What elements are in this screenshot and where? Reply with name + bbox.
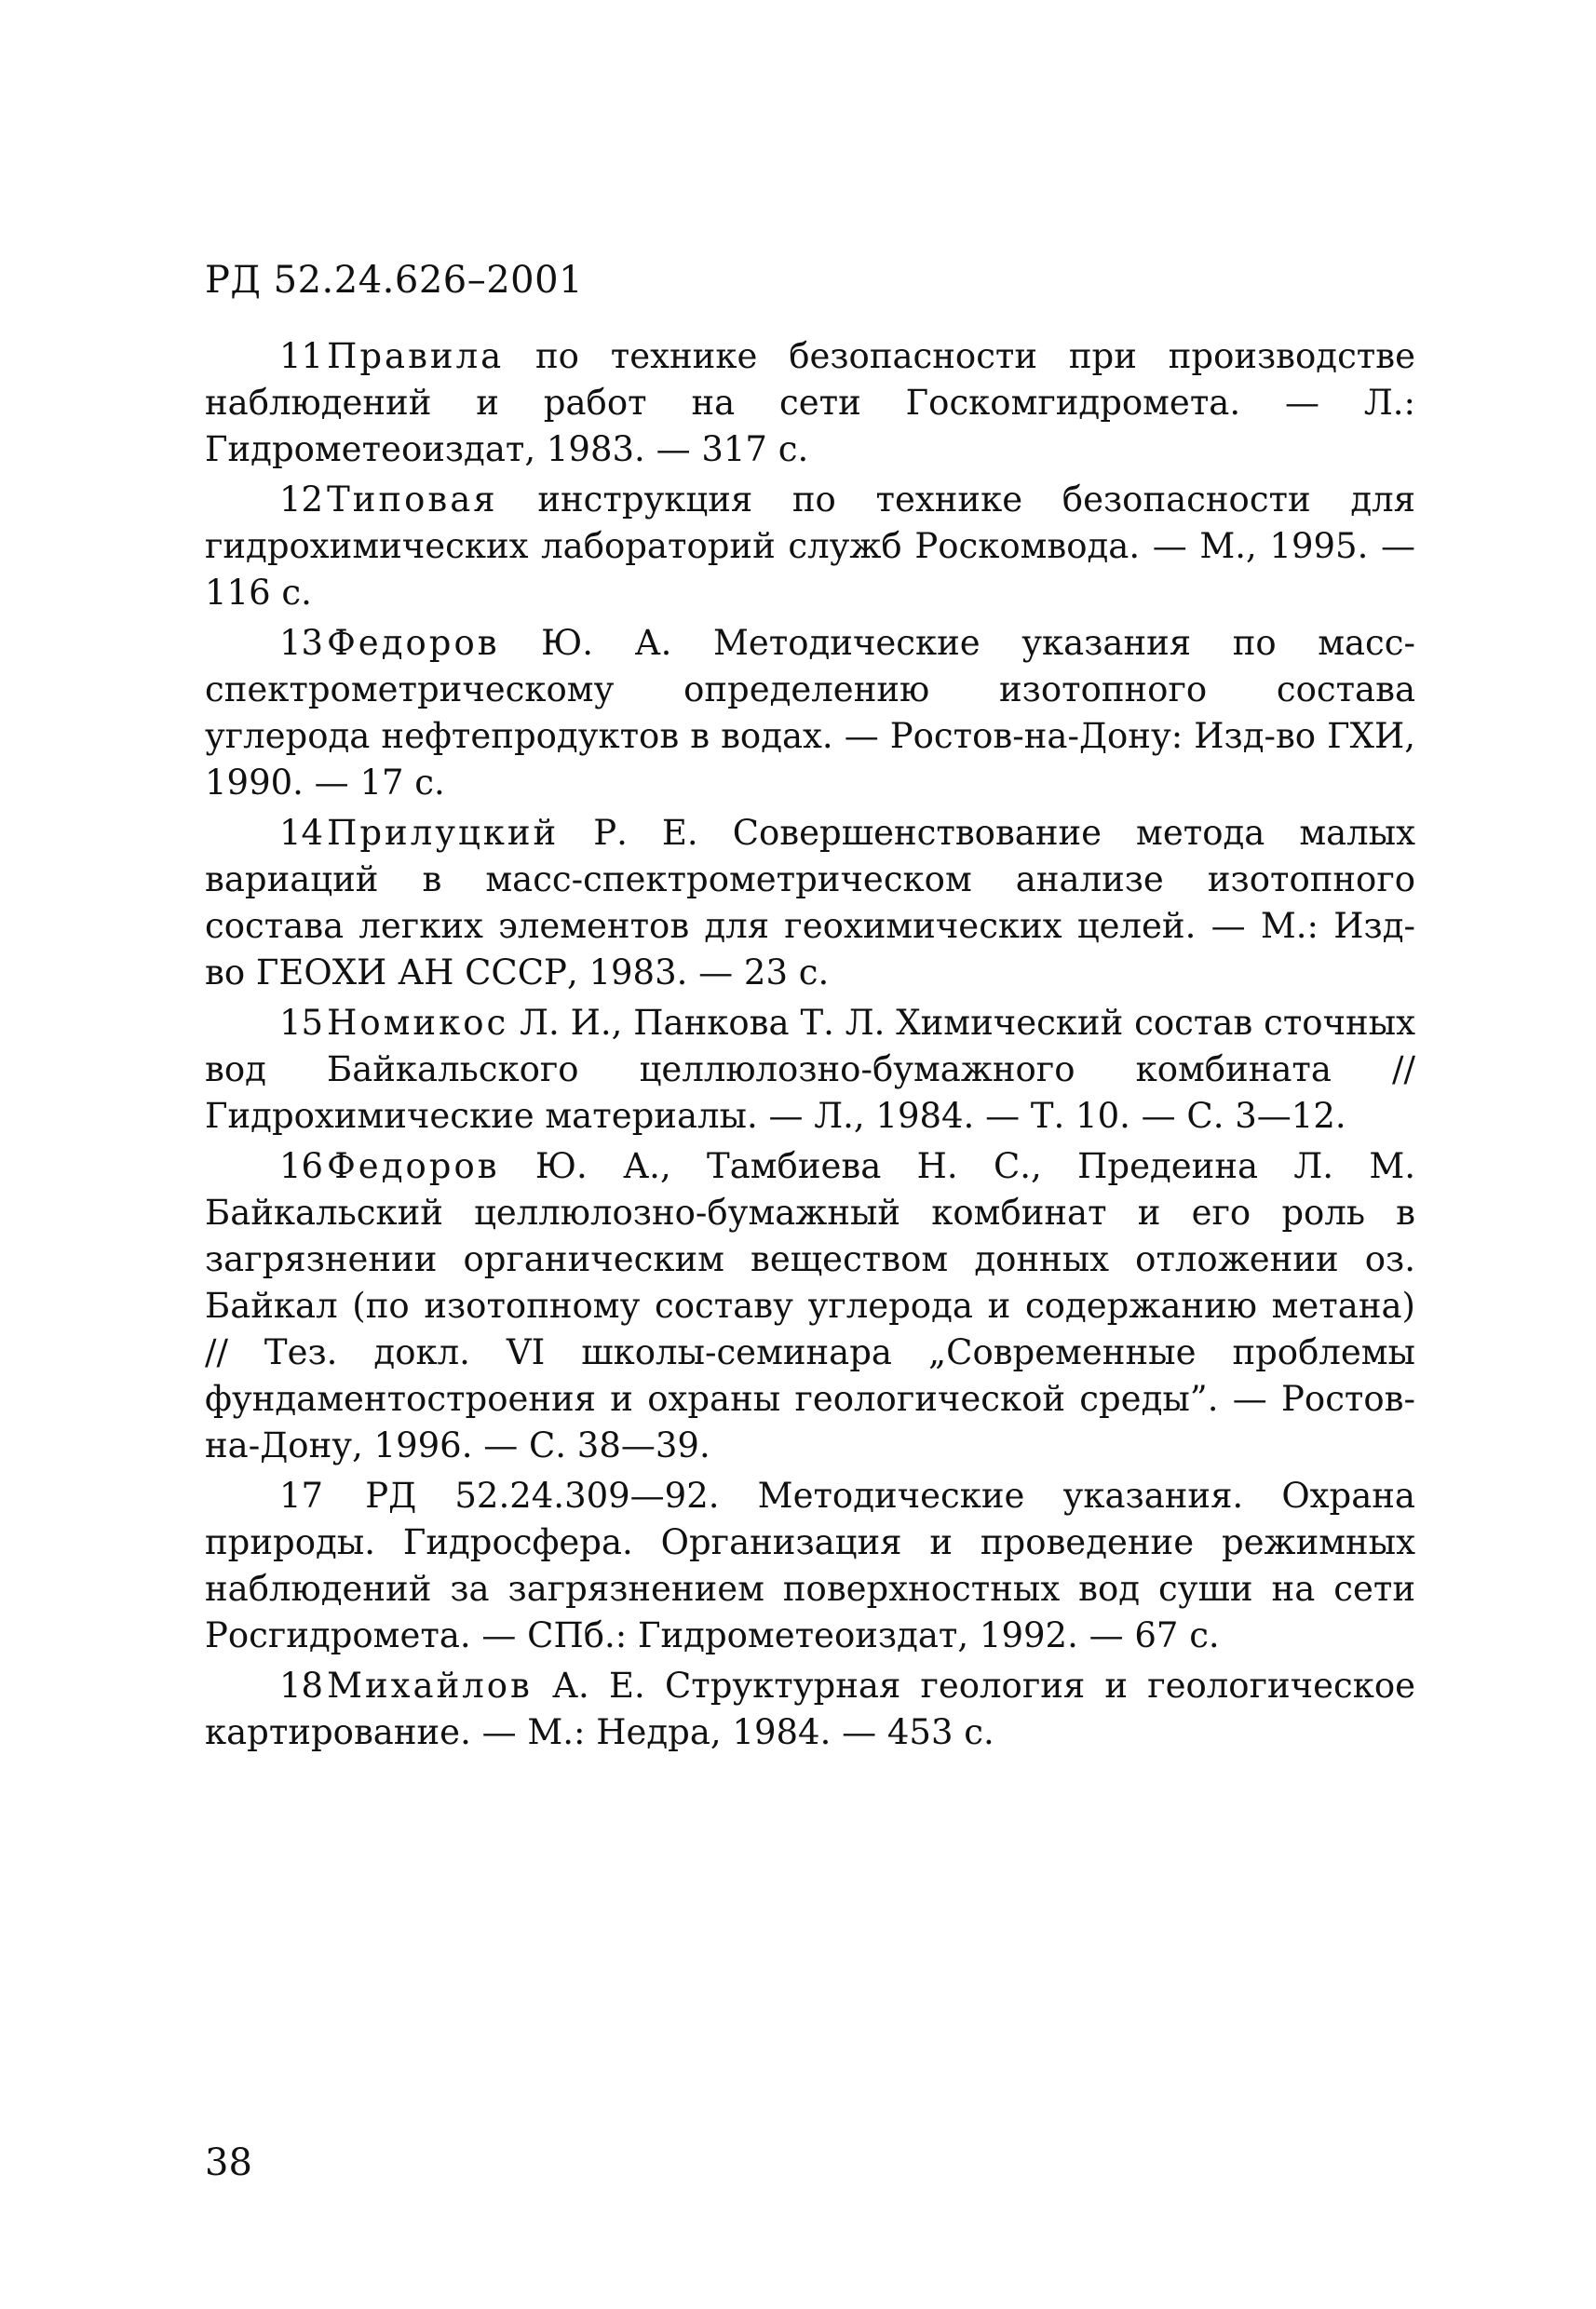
page-number: 38 <box>205 2141 252 2184</box>
reference-number: 16 <box>279 1146 324 1186</box>
reference-text: инструкция по технике безопасности для гидрохимических лабораторий служб Роскомвода. — М., 1995. — 116 с. <box>205 479 1415 613</box>
reference-number: 17 <box>279 1476 324 1516</box>
reference-item <box>205 477 1415 616</box>
reference-item <box>205 1143 1415 1469</box>
reference-text: Ю. А., Тамбиева Н. С., Предеина Л. М. Байкальский целлюлозно-бумажный комбинат и его роль в загрязнении органическим веществом донных отложении оз. Байкал (по изотопному составу углерода и содержанию метана) // Тез. докл. VI школы-семинара „Современные проблемы фундаментостроения и охраны геологической среды”. — Ростов-на-Дону, 1996. — С. 38—39. <box>205 1146 1416 1465</box>
reference-author: Федоров <box>327 623 500 663</box>
reference-number: 13 <box>279 623 324 663</box>
reference-number: 15 <box>279 1003 324 1043</box>
document-code-header: РД 52.24.626–2001 <box>205 259 584 302</box>
reference-number: 18 <box>279 1666 324 1706</box>
reference-number: 11 <box>279 336 324 376</box>
reference-item <box>205 620 1415 806</box>
reference-author: Михайлов <box>327 1666 533 1706</box>
reference-author: Прилуцкий <box>327 813 560 853</box>
reference-item <box>205 1663 1415 1756</box>
reference-item <box>205 810 1415 996</box>
reference-text: Р. Е. Совершенствование метода малых вариаций в масс-спектрометрическом анализе изотопного состава легких элементов для геохимических целей. — М.: Изд-во ГЕОХИ АН СССР, 1983. — 23 с. <box>205 813 1415 992</box>
reference-item <box>205 333 1415 473</box>
reference-author: Номикос <box>327 1003 509 1043</box>
reference-list <box>205 333 1415 1760</box>
reference-author: Типовая <box>327 479 498 520</box>
reference-text: Ю. А. Методические указания по масс-спектрометрическому определению изотопного состава углерода нефтепродуктов в водах. — Ростов-на-Дону: Изд-во ГХИ, 1990. — 17 с. <box>205 623 1415 803</box>
reference-number: 12 <box>279 479 324 520</box>
reference-author: Правила <box>327 336 505 376</box>
reference-number: 14 <box>279 813 324 853</box>
reference-item <box>205 1473 1415 1659</box>
reference-text: по технике безопасности при производстве наблюдений и работ на сети Госкомгидромета. — Л.: Гидрометеоиздат, 1983. — 317 с. <box>205 336 1415 469</box>
reference-item <box>205 1000 1415 1140</box>
reference-author: Федоров <box>327 1146 500 1186</box>
reference-text: А. Е. Структурная геология и геологическое картирование. — М.: Недра, 1984. — 453 с. <box>205 1666 1415 1752</box>
reference-text: Л. И., Панкова Т. Л. Химический состав сточных вод Байкальского целлюлозно-бумажного комбината // Гидрохимические материалы. — Л., 1984. — Т. 10. — С. 3—12. <box>205 1003 1416 1136</box>
reference-text: РД 52.24.309—92. Методические указания. Охрана природы. Гидросфера. Организация и проведение режимных наблюдений за загрязнением поверхностных вод суши на сети Росгидромета. — СПб.: Гидрометеоиздат, 1992. — 67 с. <box>205 1476 1415 1655</box>
